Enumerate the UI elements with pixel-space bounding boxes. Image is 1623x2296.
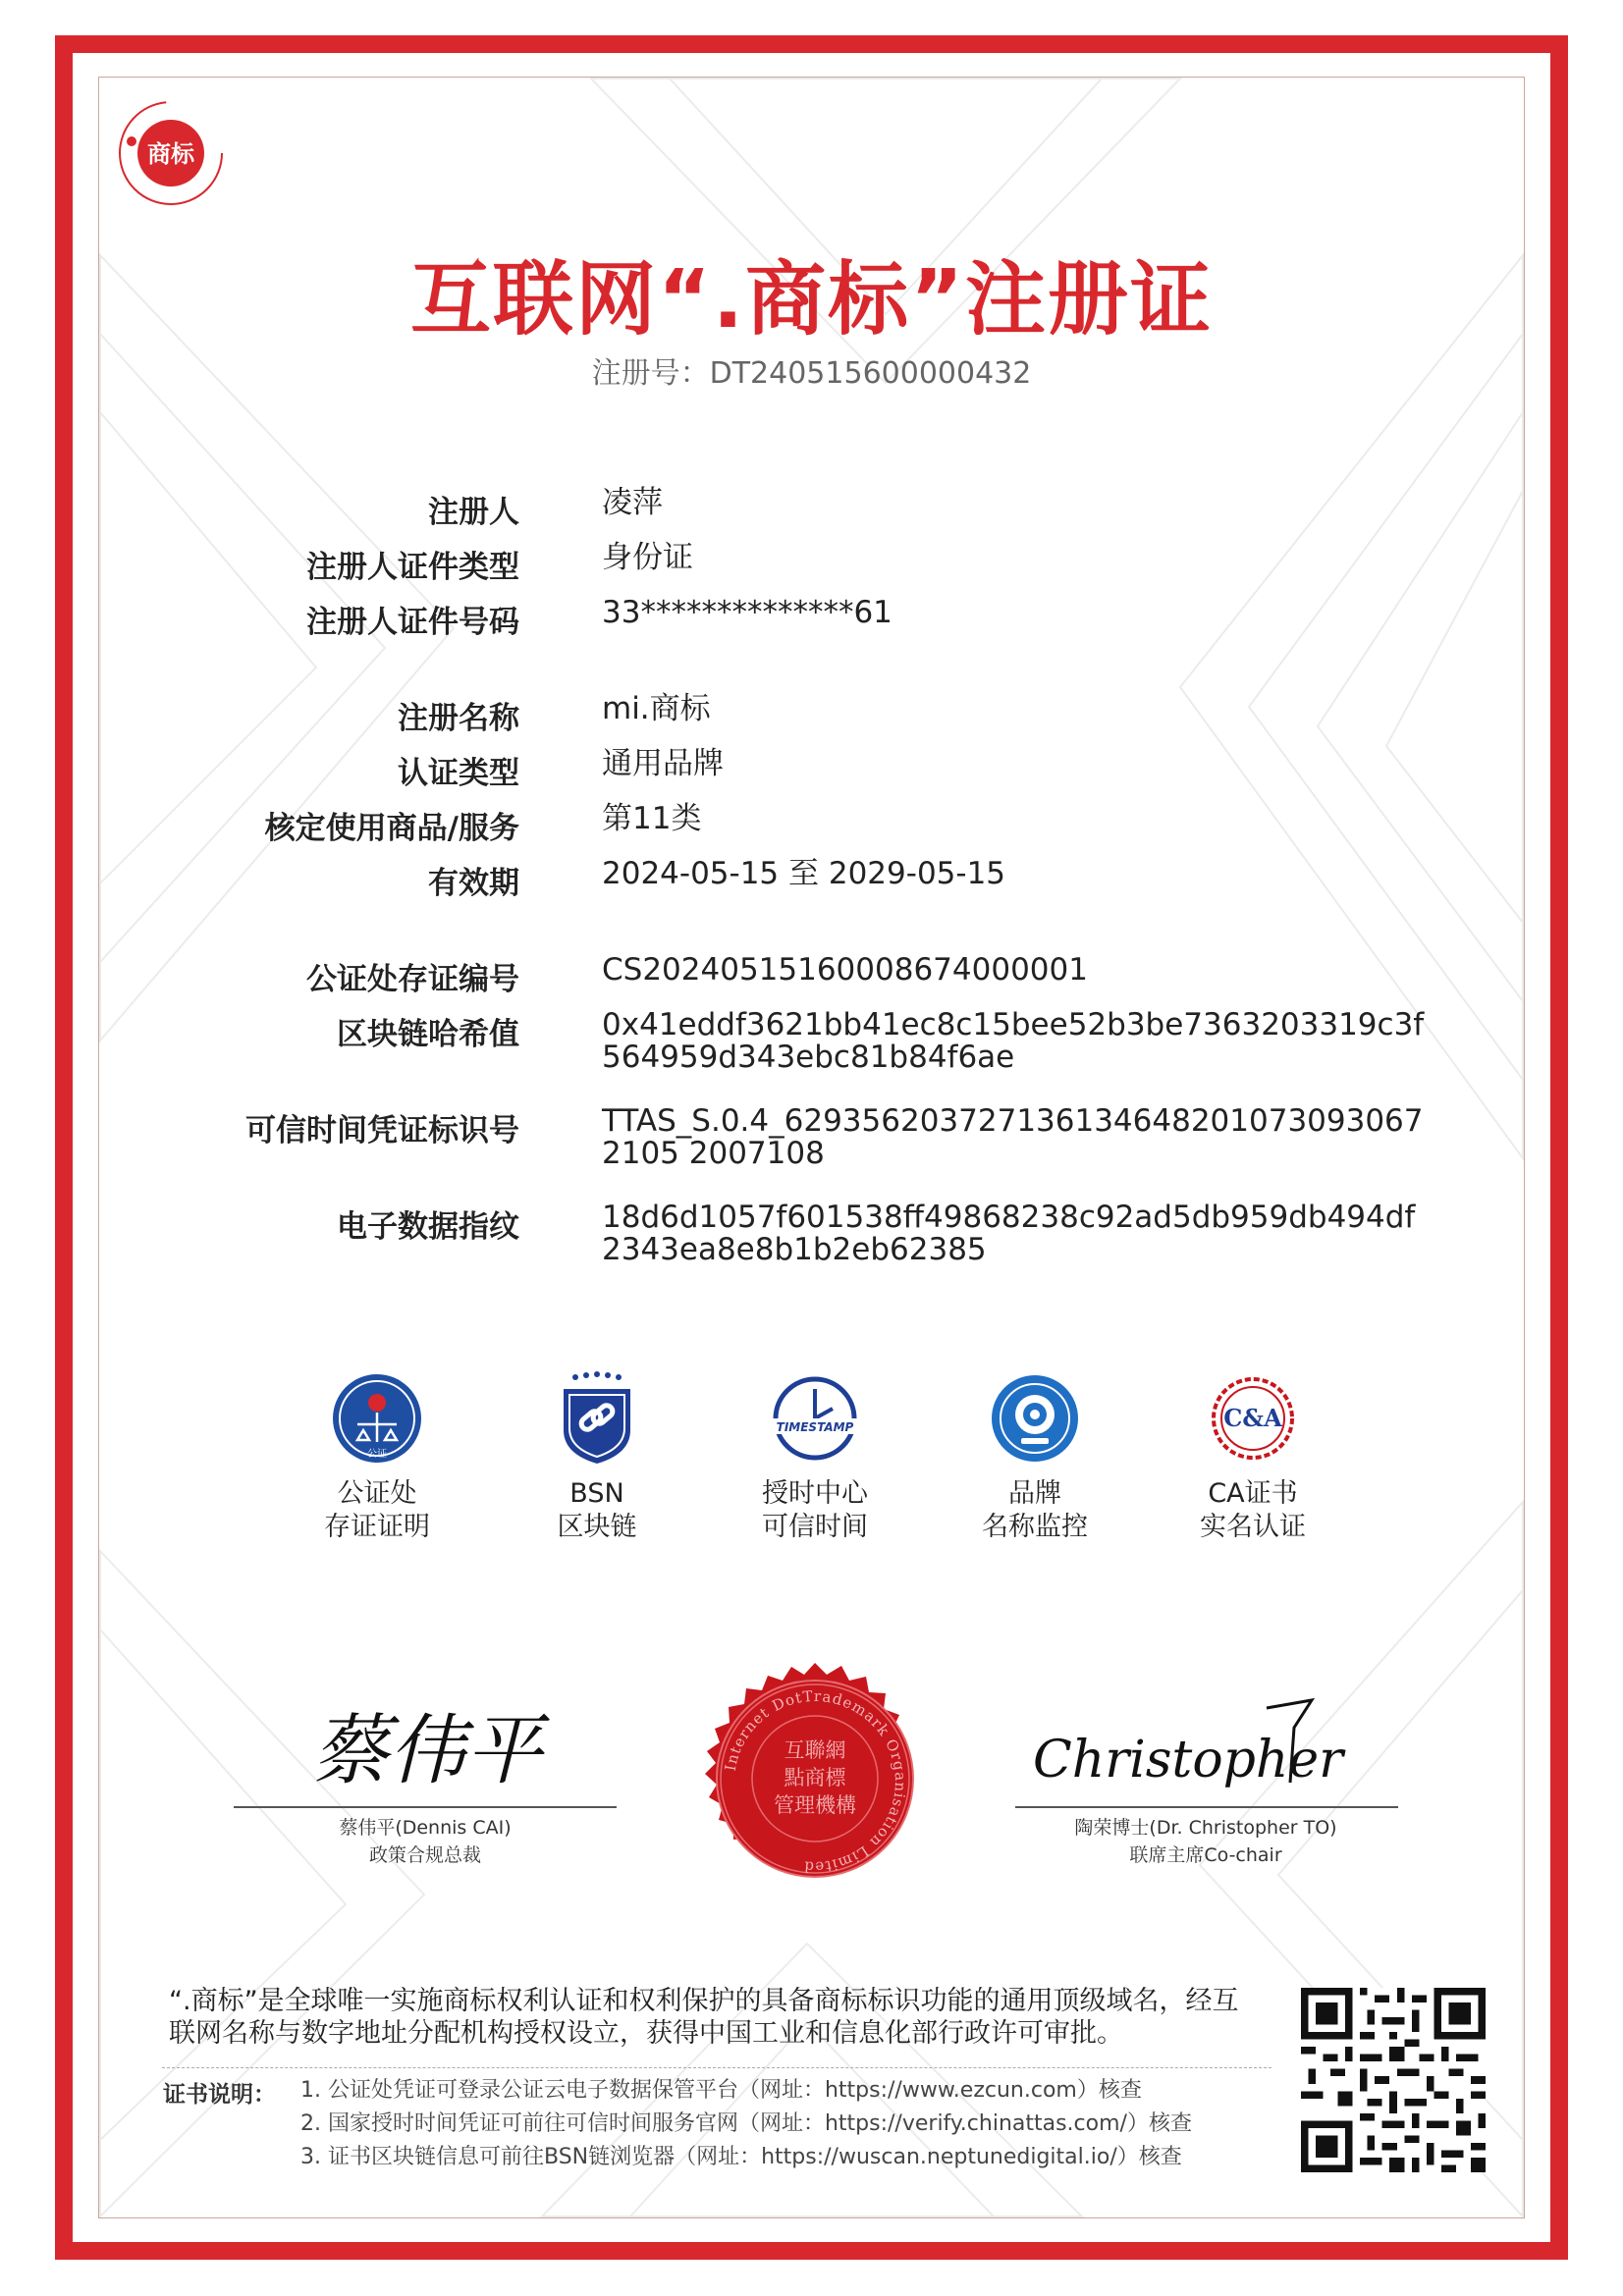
logo-text: 商标 bbox=[147, 140, 194, 168]
signatory-left-name: 蔡伟平(Dennis CAI) bbox=[339, 1817, 512, 1839]
dottrademark-logo bbox=[116, 98, 226, 208]
field-value: 33**************61 bbox=[602, 595, 893, 630]
field-label: 区块链哈希值 bbox=[337, 1017, 519, 1052]
certificate-statement: “.商标”是全球唯一实施商标权利认证和权利保护的具备商标标识功能的通用顶级域名，经互联网名称与数字地址分配机构授权设立，获得中国工业和信息化部行政许可审批。 bbox=[169, 1986, 1239, 2049]
timestamp-badge: TIMESTAMP bbox=[776, 1420, 854, 1434]
seal-line-3: 管理機構 bbox=[774, 1793, 856, 1817]
field-value: 2024-05-15 至 2029-05-15 bbox=[602, 856, 1006, 891]
signature-right-script: Christopher bbox=[1032, 1731, 1344, 1789]
field-label: 有效期 bbox=[428, 866, 519, 901]
icon-caption-1: BSN bbox=[569, 1478, 624, 1509]
field-value: 0x41eddf3621bb41ec8c15bee52b3be7363203319c3f564959d343ebc81b84f6ae bbox=[602, 1007, 1425, 1075]
notes-divider bbox=[162, 2067, 1271, 2068]
icon-caption-2: 可信时间 bbox=[762, 1512, 868, 1542]
brand-monitor-icon bbox=[986, 1369, 1084, 1468]
icon-caption-2: 实名认证 bbox=[1200, 1512, 1306, 1542]
field-value: 第11类 bbox=[602, 801, 702, 836]
signatory-left bbox=[229, 1814, 622, 1869]
seal-line-1: 互聯網 bbox=[784, 1738, 846, 1762]
signature-left-script: 蔡伟平 bbox=[311, 1707, 543, 1795]
icon-caption-1: 授时中心 bbox=[762, 1478, 868, 1509]
field-value: 身份证 bbox=[602, 540, 693, 575]
notes-list bbox=[300, 2074, 1192, 2174]
seal-line-2: 點商標 bbox=[784, 1766, 846, 1789]
ca-badge: C&A bbox=[1223, 1404, 1282, 1432]
notary-icon bbox=[328, 1369, 426, 1468]
field-label: 公证处存证编号 bbox=[306, 962, 519, 997]
note-item-2: 2. 国家授时时间凭证可前往可信时间服务官网（网址：https://verify.chinattas.com/）核查 bbox=[300, 2111, 1192, 2136]
notes-label: 证书说明： bbox=[163, 2082, 276, 2108]
notary-item bbox=[289, 1369, 465, 1544]
icon-caption-2: 名称监控 bbox=[982, 1512, 1088, 1542]
signatory-right-role: 联席主席Co-chair bbox=[1129, 1844, 1282, 1866]
field-label: 注册人 bbox=[428, 495, 519, 530]
signatory-right-name: 陶荣博士(Dr. Christopher TO) bbox=[1074, 1817, 1337, 1839]
field-label: 核定使用商品/服务 bbox=[264, 811, 519, 846]
official-seal bbox=[692, 1659, 938, 1904]
field-value: CS20240515160008674000001 bbox=[602, 952, 1088, 988]
icon-caption-2: 区块链 bbox=[557, 1512, 637, 1542]
registration-number: 注册号：DT240515600000432 bbox=[591, 356, 1032, 391]
verification-icons bbox=[0, 1369, 1623, 1566]
signature-left bbox=[304, 1688, 550, 1806]
verification-qr-code[interactable] bbox=[1301, 1988, 1486, 2172]
timestamp-item bbox=[727, 1369, 903, 1544]
bsn-icon bbox=[548, 1369, 646, 1468]
signature-line-left bbox=[234, 1806, 617, 1808]
icon-caption-1: 公证处 bbox=[337, 1478, 417, 1509]
signatory-right bbox=[1009, 1814, 1402, 1869]
note-item-1: 1. 公证处凭证可登录公证云电子数据保管平台（网址：https://www.ezcun.com）核查 bbox=[300, 2078, 1142, 2103]
field-label: 电子数据指纹 bbox=[337, 1209, 519, 1245]
timestamp-icon bbox=[766, 1369, 864, 1468]
signatory-left-role: 政策合规总裁 bbox=[368, 1844, 481, 1866]
signature-line-right bbox=[1015, 1806, 1398, 1808]
field-value: 通用品牌 bbox=[602, 746, 724, 781]
icon-caption-1: 品牌 bbox=[1008, 1478, 1061, 1509]
notary-badge: 公证 bbox=[367, 1449, 387, 1460]
field-label: 注册名称 bbox=[398, 701, 519, 736]
field-label: 认证类型 bbox=[398, 756, 519, 791]
bsn-item bbox=[509, 1369, 685, 1544]
icon-caption-1: CA证书 bbox=[1208, 1478, 1298, 1509]
ca-item bbox=[1164, 1369, 1341, 1544]
field-value: mi.商标 bbox=[602, 691, 711, 726]
certificate-title: 互联网“.商标”注册证 bbox=[410, 253, 1213, 347]
field-label: 注册人证件类型 bbox=[306, 550, 519, 585]
note-item-3: 3. 证书区块链信息可前往BSN链浏览器（网址：https://wuscan.neptunedigital.io/）核查 bbox=[300, 2145, 1182, 2169]
ca-icon bbox=[1204, 1369, 1302, 1468]
field-label: 可信时间凭证标识号 bbox=[245, 1113, 519, 1148]
icon-caption-2: 存证证明 bbox=[324, 1512, 430, 1542]
seal-ring-text: Internet DotTrademark Organisation Limited bbox=[721, 1686, 910, 1877]
field-label: 注册人证件号码 bbox=[306, 605, 519, 640]
field-value: 凌萍 bbox=[602, 485, 663, 520]
field-value: TTAS_S.0.4_6293562037271361346482010730930672105 2007108 bbox=[602, 1103, 1424, 1171]
brand-monitor-item bbox=[947, 1369, 1123, 1544]
signature-right bbox=[1032, 1688, 1344, 1806]
field-value: 18d6d1057f601538ff49868238c92ad5db959db494df2343ea8e8b1b2eb62385 bbox=[602, 1200, 1416, 1267]
